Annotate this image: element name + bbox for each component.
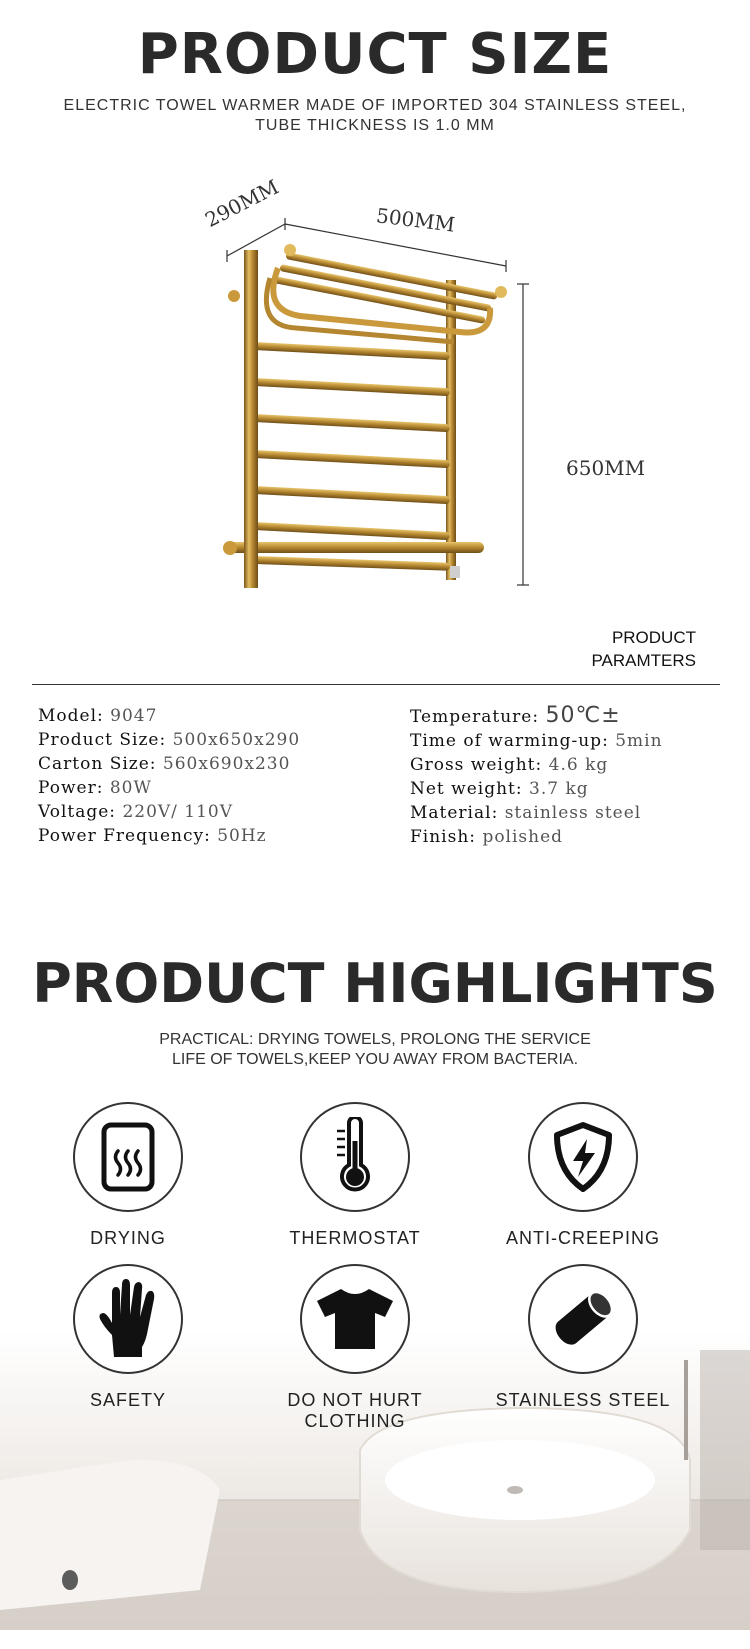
spec-warming-time: Time of warming-up: 5min <box>410 731 663 751</box>
spec-list-right <box>410 704 663 849</box>
subtitle-line-1: ELECTRIC TOWEL WARMER MADE OF IMPORTED 304 STAINLESS STEEL, <box>63 97 687 114</box>
hl-subtitle-line-2: LIFE OF TOWELS,KEEP YOU AWAY FROM BACTERIA. <box>171 1051 579 1068</box>
params-heading-line-2: PARAMTERS <box>591 651 696 670</box>
product-highlights-title: PRODUCT HIGHLIGHTS <box>32 952 718 1015</box>
spec-list-left <box>38 704 300 848</box>
spec-voltage: Voltage: 220V/ 110V <box>38 802 234 822</box>
dimension-depth: 290MM <box>201 174 283 232</box>
spec-product-size: Product Size: 500x650x290 <box>38 730 301 750</box>
feature-safety <box>8 1264 248 1411</box>
rack-rungs <box>255 342 450 571</box>
spec-net-weight: Net weight: 3.7 kg <box>410 779 589 799</box>
thermometer-icon <box>333 1117 377 1197</box>
feature-stainless-steel <box>463 1264 703 1411</box>
feature-label-drying: DRYING <box>90 1228 166 1248</box>
params-heading-line-1: PRODUCT <box>611 628 696 647</box>
spec-carton-size: Carton Size: 560x690x230 <box>38 754 291 774</box>
spec-gross-weight: Gross weight: 4.6 kg <box>410 755 609 775</box>
feature-circle <box>73 1264 183 1374</box>
feature-do-not-hurt-clothing <box>235 1264 475 1432</box>
feature-label-do-not-hurt-clothing: DO NOT HURT CLOTHING <box>287 1390 423 1431</box>
spec-material: Material: stainless steel <box>410 803 642 823</box>
tshirt-icon <box>315 1287 395 1351</box>
feature-label-anti-creeping: ANTI-CREEPING <box>505 1228 660 1248</box>
product-highlights-subtitle <box>0 1030 750 1070</box>
feature-label-thermostat: THERMOSTAT <box>289 1228 421 1248</box>
product-parameters-heading <box>591 626 696 672</box>
steel-bar-icon <box>548 1287 618 1351</box>
drying-icon <box>98 1121 158 1193</box>
hl-subtitle-line-1: PRACTICAL: DRYING TOWELS, PROLONG THE SERVICE <box>159 1031 591 1048</box>
product-size-subtitle <box>0 96 750 136</box>
shield-lightning-icon <box>551 1121 615 1193</box>
spec-model: Model: 9047 <box>38 706 158 726</box>
dimension-width: 500MM <box>374 203 457 237</box>
towel-rack-image <box>200 180 660 620</box>
feature-anti-creeping <box>463 1102 703 1249</box>
feature-circle <box>528 1102 638 1212</box>
product-size-title: PRODUCT SIZE <box>137 22 613 87</box>
dimension-height: 650MM <box>566 456 646 480</box>
hand-icon <box>98 1279 158 1359</box>
subtitle-line-2: TUBE THICKNESS IS 1.0 MM <box>255 117 495 134</box>
feature-label-stainless-steel: STAINLESS STEEL <box>495 1390 671 1410</box>
feature-circle <box>300 1264 410 1374</box>
feature-circle <box>528 1264 638 1374</box>
divider <box>32 684 720 685</box>
spec-power-frequency: Power Frequency: 50Hz <box>38 826 267 846</box>
feature-circle <box>73 1102 183 1212</box>
feature-label-safety: SAFETY <box>89 1390 166 1410</box>
feature-thermostat <box>235 1102 475 1249</box>
feature-circle <box>300 1102 410 1212</box>
spec-temperature: Temperature: 50℃± <box>410 703 621 728</box>
spec-finish: Finish: polished <box>410 827 564 847</box>
spec-power: Power: 80W <box>38 778 152 798</box>
feature-drying <box>8 1102 248 1249</box>
